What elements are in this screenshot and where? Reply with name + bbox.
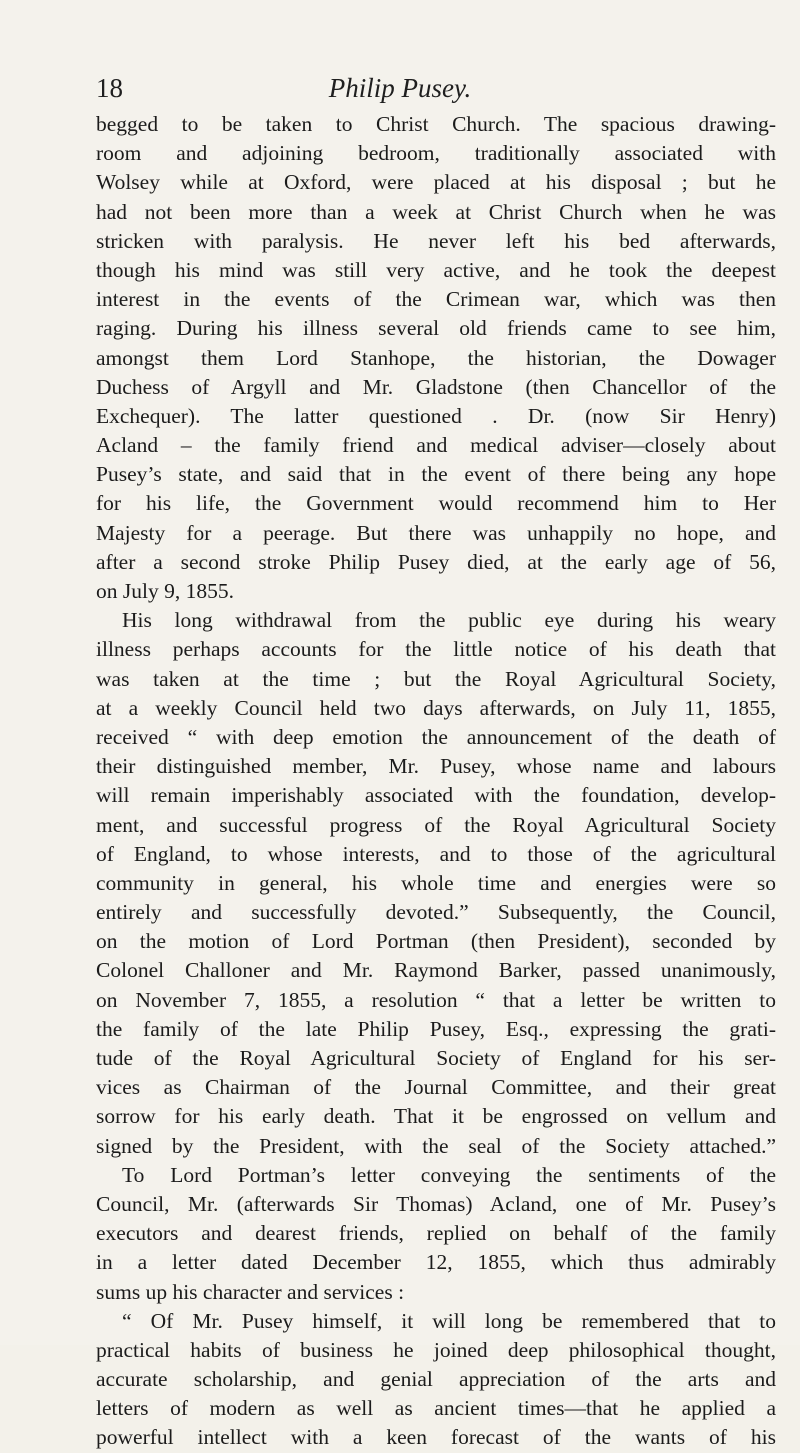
running-title: Philip Pusey. [328,73,472,103]
text-line: To Lord Portman’s letter conveying the sentiments of the [122,1162,776,1187]
text-line: stricken with paralysis. He never left his bed afterwards, [96,228,776,253]
text-line: received “ with deep emotion the announcement of the death of [96,724,776,749]
text-line: His long withdrawal from the public eye during his weary [122,608,776,633]
text-line: was taken at the time ; but the Royal Agricultural Society, [96,666,776,691]
text-line: executors and dearest friends, replied on behalf of the family [96,1221,776,1246]
page-header [48,72,752,104]
text-line: amongst them Lord Stanhope, the historian, the Dowager [96,345,776,370]
text-line: room and adjoining bedroom, traditionally associated with [96,141,776,166]
text-line: accurate scholarship, and genial appreciation of the arts and [96,1367,776,1392]
text-line: vices as Chairman of the Journal Committee, and their great [96,1075,776,1100]
text-line: sums up his character and services : [96,1279,405,1304]
text-line: interest in the events of the Crimean war, which was then [96,287,776,312]
text-line: community in general, his whole time and energies were so [96,870,776,895]
text-line: had not been more than a week at Christ Church when he was [96,199,776,224]
text-line: their distinguished member, Mr. Pusey, whose name and labours [96,754,776,779]
text-line: Colonel Challoner and Mr. Raymond Barker, passed unanimously, [96,958,776,983]
text-line: tude of the Royal Agricultural Society of England for his ser- [96,1046,776,1070]
text-line: of England, to whose interests, and to those of the agricultural [96,841,776,866]
text-line: raging. During his illness several old friends came to see him, [96,316,776,341]
text-line: will remain imperishably associated with the foundation, develop- [96,783,776,808]
text-line: on the motion of Lord Portman (then President), seconded by [96,929,776,954]
text-line: signed by the President, with the seal of the Society attached.” [96,1133,776,1158]
text-line: Wolsey while at Oxford, were placed at his disposal ; but he [96,170,776,195]
text-line: “ Of Mr. Pusey himself, it will long be remembered that to [122,1308,776,1333]
text-line: for his life, the Government would recommend him to Her [96,491,776,516]
text-line: in a letter dated December 12, 1855, which thus admirably [96,1250,776,1275]
text-line: begged to be taken to Christ Church. The spacious drawing- [96,112,776,136]
text-line: powerful intellect with a keen forecast of the wants of his [96,1425,776,1450]
text-line: illness perhaps accounts for the little notice of his death that [96,637,776,662]
text-line: ment, and successful progress of the Royal Agricultural Society [96,812,776,837]
text-line: the family of the late Philip Pusey, Esq., expressing the grati- [96,1016,776,1041]
text-line: at a weekly Council held two days afterwards, on July 11, 1855, [96,695,776,720]
text-line: Exchequer). The latter questioned . Dr. (now Sir Henry) [96,403,776,428]
text-line: Pusey’s state, and said that in the event of there being any hope [96,462,776,487]
page-number: 18 [96,73,123,103]
text-line: Council, Mr. (afterwards Sir Thomas) Acland, one of Mr. Pusey’s [96,1191,776,1216]
text-line: entirely and successfully devoted.” Subsequently, the Council, [96,900,776,925]
body-text [96,110,776,1453]
text-line: sorrow for his early death. That it be engrossed on vellum and [96,1104,776,1129]
text-line: though his mind was still very active, and he took the deepest [96,257,776,282]
text-line: Duchess of Argyll and Mr. Gladstone (then Chancellor of the [96,374,776,399]
text-line: after a second stroke Philip Pusey died, at the early age of 56, [96,549,776,574]
text-line: Acland – the family friend and medical adviser—closely about [96,433,776,458]
text-line: on July 9, 1855. [96,579,234,603]
text-line: Majesty for a peerage. But there was unhappily no hope, and [96,520,776,545]
text-line: practical habits of business he joined deep philosophical thought, [96,1337,776,1362]
text-line: letters of modern as well as ancient times—that he applied a [96,1396,776,1421]
text-line: on November 7, 1855, a resolution “ that a letter be written to [96,987,776,1012]
